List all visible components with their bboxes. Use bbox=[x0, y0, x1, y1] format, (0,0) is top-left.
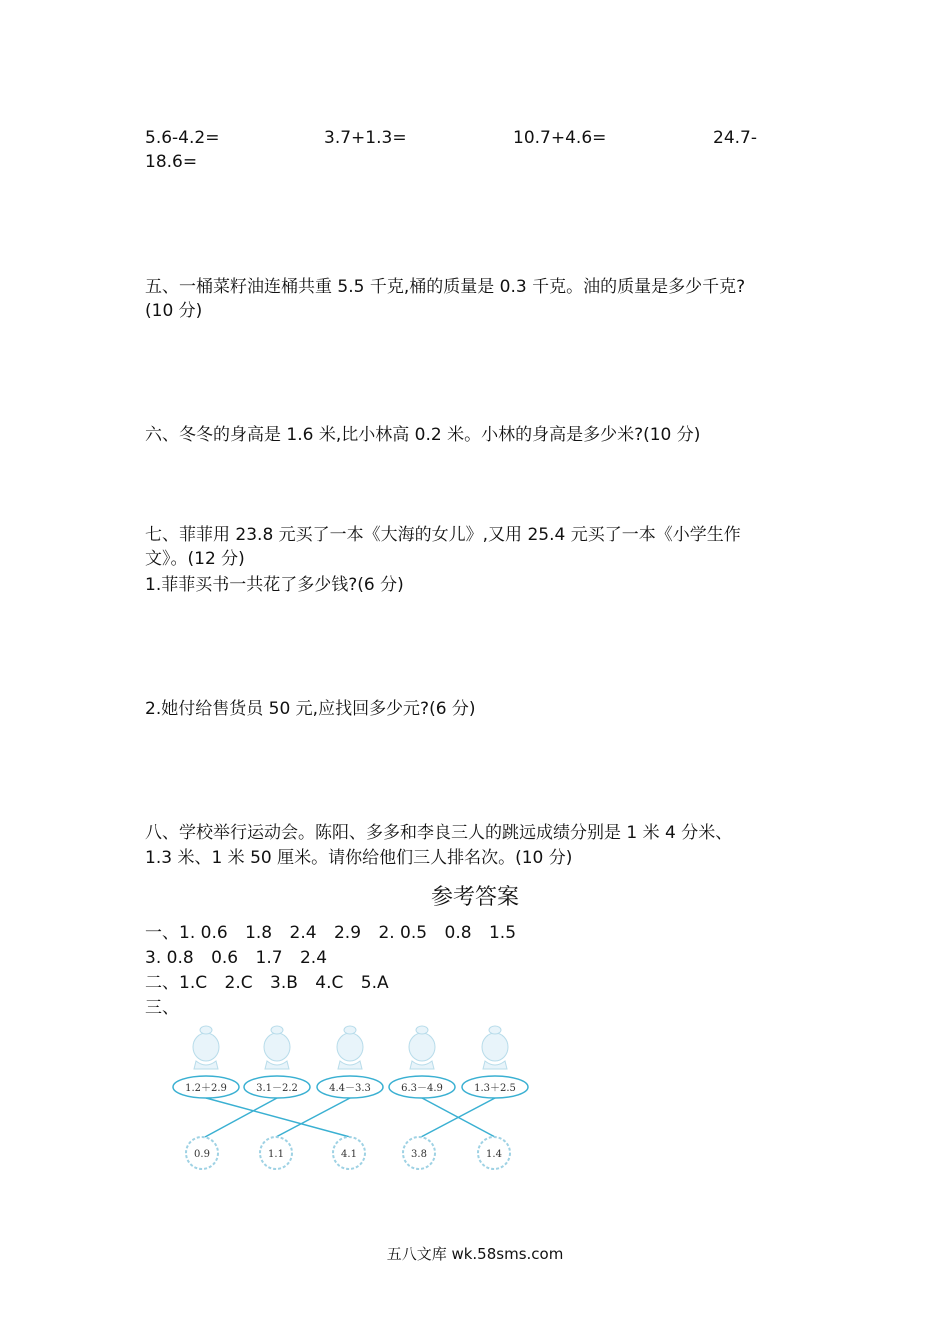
answers-title: 参考答案 bbox=[430, 885, 519, 910]
answer-item: 2.9 bbox=[333, 923, 362, 943]
connector-line bbox=[205, 1098, 277, 1137]
equation-2: 3.7+1.3= bbox=[324, 128, 407, 148]
expression-oval bbox=[317, 1076, 383, 1098]
question-6-line1: 六、冬冬的身高是 1.6 米,比小林高 0.2 米。小林的身高是多少米?(10 分) bbox=[145, 425, 701, 445]
result-circle bbox=[333, 1137, 365, 1169]
expression-text: 1.2＋2.9 bbox=[185, 1083, 227, 1094]
result-circle bbox=[186, 1137, 218, 1169]
answer-row-3 bbox=[145, 971, 401, 996]
question-5-line2: (10 分) bbox=[145, 301, 203, 321]
result-text: 1.1 bbox=[268, 1149, 284, 1160]
answer-item: 2.4 bbox=[299, 948, 328, 968]
connector-line bbox=[276, 1098, 350, 1137]
equation-4-wrap: 18.6= bbox=[145, 152, 198, 172]
answer-item: 5.A bbox=[360, 973, 389, 993]
answer-item: 2. 0.5 bbox=[378, 923, 428, 943]
connector-lines bbox=[205, 1098, 495, 1137]
footer-source: 五八文库 wk.58sms.com bbox=[386, 1245, 564, 1263]
answer-item: 1.7 bbox=[255, 948, 283, 968]
question-8-line1: 八、学校举行运动会。陈阳、多多和李良三人的跳远成绩分别是 1 米 4 分米、 bbox=[145, 823, 733, 843]
girl-figure-icon bbox=[482, 1026, 508, 1069]
result-text: 4.1 bbox=[341, 1149, 357, 1160]
expression-oval bbox=[389, 1076, 455, 1098]
answer-item: 二、1.C bbox=[145, 973, 208, 993]
expression-oval bbox=[462, 1076, 528, 1098]
answer-item: 0.6 bbox=[211, 948, 239, 968]
question-7-line1: 七、菲菲用 23.8 元买了一本《大海的女儿》,又用 25.4 元买了一本《小学生作 bbox=[145, 525, 741, 545]
result-circle bbox=[403, 1137, 435, 1169]
answer-item: 一、1. 0.6 bbox=[145, 923, 228, 943]
expression-text: 1.3＋2.5 bbox=[474, 1083, 516, 1094]
result-text: 1.4 bbox=[486, 1149, 502, 1160]
expression-oval bbox=[244, 1076, 310, 1098]
answer-item: 2.C bbox=[224, 973, 253, 993]
answer-item: 3. 0.8 bbox=[145, 948, 194, 968]
answer-item: 1.5 bbox=[488, 923, 517, 943]
result-circle bbox=[260, 1137, 292, 1169]
connector-line bbox=[206, 1098, 350, 1137]
answer-item: 0.8 bbox=[444, 923, 472, 943]
question-7-sub2: 2.她付给售货员 50 元,应找回多少元?(6 分) bbox=[145, 699, 476, 719]
question-7-line2: 文》。(12 分) bbox=[145, 549, 245, 569]
result-circle bbox=[478, 1137, 510, 1169]
result-text: 0.9 bbox=[194, 1149, 210, 1160]
expression-text: 3.1－2.2 bbox=[256, 1083, 298, 1094]
question-7-sub1: 1.菲菲买书一共花了多少钱?(6 分) bbox=[145, 575, 404, 595]
answer-row-2 bbox=[145, 946, 339, 971]
result-text: 3.8 bbox=[411, 1149, 427, 1160]
girl-figure-icon bbox=[264, 1026, 290, 1069]
equation-1: 5.6-4.2= bbox=[145, 128, 220, 148]
equation-3: 10.7+4.6= bbox=[513, 128, 607, 148]
answer-item: 4.C bbox=[315, 973, 344, 993]
matching-diagram bbox=[170, 1025, 540, 1175]
girl-figure-icon bbox=[409, 1026, 435, 1069]
question-5-line1: 五、一桶菜籽油连桶共重 5.5 千克,桶的质量是 0.3 千克。油的质量是多少千克? bbox=[145, 277, 746, 297]
equation-4: 24.7- bbox=[713, 128, 757, 148]
answer-item: 3.B bbox=[270, 973, 298, 993]
expression-text: 6.3－4.9 bbox=[401, 1083, 443, 1094]
answer-item: 2.4 bbox=[289, 923, 317, 943]
expression-text: 4.4－3.3 bbox=[329, 1083, 371, 1094]
answer-row-1 bbox=[145, 921, 528, 946]
girl-figure-icon bbox=[337, 1026, 363, 1069]
expression-oval bbox=[173, 1076, 239, 1098]
answer-item: 1.8 bbox=[245, 923, 273, 943]
girl-figure-icon bbox=[193, 1026, 219, 1069]
question-8-line2: 1.3 米、1 米 50 厘米。请你给他们三人排名次。(10 分) bbox=[145, 848, 573, 868]
answer-row-4: 三、 bbox=[145, 998, 179, 1018]
